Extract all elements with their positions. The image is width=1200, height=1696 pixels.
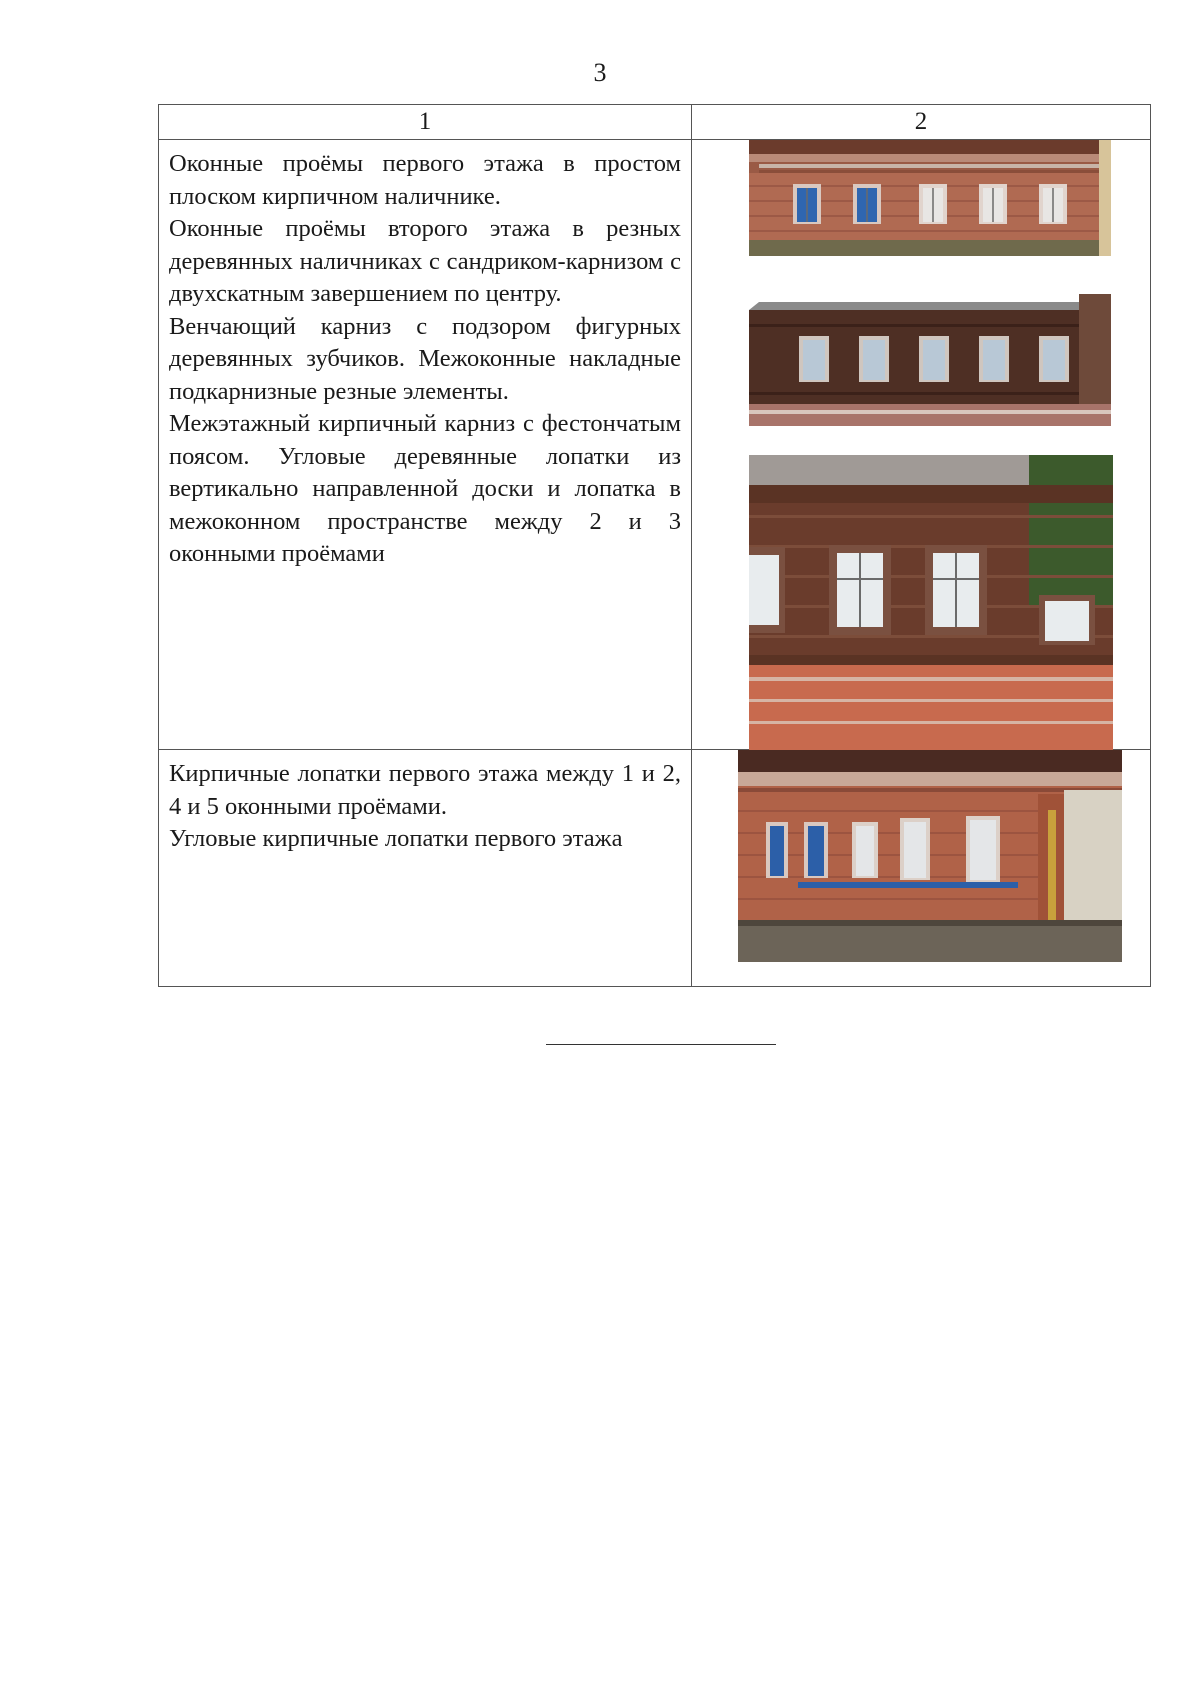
photo-cell [692,140,1151,750]
description-paragraph: Межэтажный кирпичный карниз с фестончатым поясом. Угловые деревянные лопатки из вертикально направленной доски и лопатка в межоконном пространстве между 2 и 3 оконными проёмами [169,410,681,567]
description-paragraph: Оконные проёмы первого этажа в простом плоском кирпичном наличнике. [169,150,681,210]
facade-photo-upper-floor [749,284,1111,426]
facade-photo-window-casings [749,455,1113,751]
photo-cell [692,750,1151,987]
facade-photo-brick-pilasters [738,750,1122,962]
description-paragraph: Угловые кирпичные лопатки первого этажа [169,825,623,852]
page-number: 3 [593,58,607,87]
column-header-2: 2 [692,105,1151,140]
table-header-row [159,105,1151,140]
description-cell [159,750,692,987]
end-separator-line [546,1044,776,1045]
description-paragraph: Кирпичные лопатки первого этажа между 1 и 2, 4 и 5 оконными проёмами. [169,760,681,820]
facade-photo-ground-floor [749,140,1111,256]
table-row [159,140,1151,750]
description-paragraph: Оконные проёмы второго этажа в резных деревянных наличниках с сандриком-карнизом с двухскатным завершением по центру. [169,215,681,307]
description-paragraph: Венчающий карниз с подзором фигурных деревянных зубчиков. Межоконные накладные подкарнизные резные элементы. [169,312,681,405]
table-row [159,750,1151,987]
facade-elements-table [158,104,1151,987]
description-cell [159,140,692,750]
column-header-1: 1 [159,105,692,140]
